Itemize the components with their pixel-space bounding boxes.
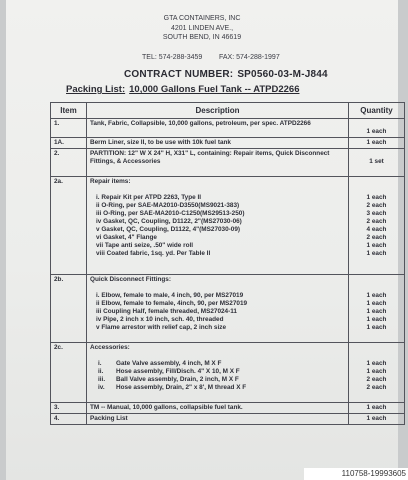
list-item: vii Tape anti seize, .50" wide roll	[96, 242, 194, 249]
table-row	[51, 177, 405, 275]
item-number: 1A.	[51, 138, 87, 149]
qty-value: 2 each	[366, 234, 387, 241]
header-item: Item	[51, 103, 87, 119]
packing-list-table	[50, 102, 405, 425]
table-row	[51, 414, 405, 425]
item-number: 2c.	[51, 343, 87, 403]
qty-value: 1 each	[366, 360, 387, 367]
packing-list-title	[66, 84, 299, 95]
header-description: Description	[87, 103, 349, 119]
qty-value: 3 each	[366, 210, 387, 217]
list-item: iii Coupling Half, female threaded, MS27024-11	[96, 308, 237, 315]
qty-value: 1 each	[366, 324, 387, 331]
item-number: 2a.	[51, 177, 87, 275]
item-number: 2.	[51, 149, 87, 177]
item-number: 2b.	[51, 275, 87, 343]
item-description: TM -- Manual, 10,000 gallons, collapsible fuel tank.	[87, 403, 349, 414]
item-quantity	[349, 119, 405, 138]
item-description	[87, 275, 349, 343]
list-item	[90, 360, 345, 368]
qty-value: 1 each	[366, 250, 387, 257]
section-title: Repair items:	[90, 178, 131, 185]
qty-value: 2 each	[366, 202, 387, 209]
qty-value: 2 each	[366, 218, 387, 225]
company-city: SOUTH BEND, IN 46619	[162, 34, 242, 41]
list-item: vi Gasket, 4" Flange	[96, 234, 157, 241]
list-item-number: iii.	[98, 376, 106, 383]
item-number: 1.	[51, 119, 87, 138]
item-quantity	[349, 177, 405, 275]
item-quantity: 1 each	[349, 414, 405, 425]
qty-value: 1 each	[366, 316, 387, 323]
watermark: 110758-19993605	[304, 468, 408, 480]
list-item: ii O-Ring, per SAE-MA2010-D3550(MS9021-383)	[96, 202, 240, 209]
item-description	[87, 177, 349, 275]
list-item-text: Ball Valve assembly, Drain, 2 inch, M X F	[116, 376, 239, 383]
item-quantity: 1 each	[349, 403, 405, 414]
qty-value: 1 each	[366, 194, 387, 201]
section-title: Accessories:	[90, 344, 130, 351]
header-quantity: Quantity	[349, 103, 405, 119]
company-address: 4201 LINDEN AVE.,	[170, 25, 234, 32]
item-number: 3.	[51, 403, 87, 414]
qty-value: 1 each	[366, 128, 387, 135]
list-item: v Gasket, QC, Coupling, D1122, 4"(MS27030-09)	[96, 226, 241, 233]
list-item-number: iv.	[98, 384, 105, 391]
qty-value: 1 each	[366, 300, 387, 307]
telephone: TEL: 574-288-3459	[142, 54, 203, 61]
item-description	[87, 343, 349, 403]
qty-value: 1 set	[369, 158, 384, 165]
contract-number-line	[124, 69, 328, 80]
qty-value: 1 each	[366, 242, 387, 249]
list-item: i. Elbow, female to male, 4 inch, 90, per MS27019	[96, 292, 244, 299]
list-item: iv Gasket, QC, Coupling, D1122, 2"(MS27030-06)	[96, 218, 242, 225]
item-quantity	[349, 275, 405, 343]
qty-value: 1 each	[366, 368, 387, 375]
item-description: PARTITION: 12" W X 24" H, X31" L, containing: Repair items, Quick Disconnect Fittings, & Accessories	[87, 149, 349, 177]
list-item-text: Hose assembly, Drain, 2" x 8', M thread X F	[116, 384, 247, 391]
list-item-number: ii.	[98, 368, 104, 375]
qty-value: 1 each	[366, 292, 387, 299]
table-row	[51, 403, 405, 414]
list-item-number: i.	[98, 360, 102, 367]
list-item: iv Pipe, 2 inch x 10 inch, sch. 40, threaded	[96, 316, 224, 323]
table-row	[51, 138, 405, 149]
qty-value: 1 each	[366, 308, 387, 315]
item-number: 4.	[51, 414, 87, 425]
table-row	[51, 343, 405, 403]
table-header-row	[51, 103, 405, 119]
item-description: Berm Liner, size II, to be use with 10k fuel tank	[87, 138, 349, 149]
qty-value: 2 each	[366, 384, 387, 391]
packing-title: 10,000 Gallons Fuel Tank -- ATPD2266	[129, 84, 300, 95]
table-row	[51, 119, 405, 138]
section-title: Quick Disconnect Fittings:	[90, 276, 171, 283]
item-quantity: 1 each	[349, 138, 405, 149]
item-description: Tank, Fabric, Collapsible, 10,000 gallons, petroleum, per spec. ATPD2266	[87, 119, 349, 138]
list-item	[90, 384, 345, 392]
list-item	[90, 376, 345, 384]
contract-number: SP0560-03-M-J844	[237, 69, 328, 80]
qty-value: 4 each	[366, 226, 387, 233]
list-item	[90, 368, 345, 376]
company-name: GTA CONTAINERS, INC	[163, 15, 241, 22]
table-row	[51, 275, 405, 343]
list-item: i. Repair Kit per ATPD 2263, Type II	[96, 194, 202, 201]
fax: FAX: 574-288-1997	[219, 54, 280, 61]
qty-value: 2 each	[366, 376, 387, 383]
list-item-text: Gate Valve assembly, 4 inch, M X F	[116, 360, 222, 367]
item-quantity	[349, 343, 405, 403]
packing-label: Packing List:	[66, 84, 126, 95]
list-item: iii O-Ring, per SAE-MA2010-C1250(MS29513-250)	[96, 210, 245, 217]
contract-label: CONTRACT NUMBER:	[124, 69, 234, 80]
list-item: viii Coated fabric, 1sq. yd. Per Table II	[96, 250, 211, 257]
list-item: v Flame arrestor with relief cap, 2 inch size	[96, 324, 226, 331]
item-quantity	[349, 149, 405, 177]
item-description: Packing List	[87, 414, 349, 425]
list-item: ii Elbow, female to female, 4inch, 90, per MS27019	[96, 300, 248, 307]
table-row	[51, 149, 405, 177]
list-item-text: Hose assembly, Fill/Disch. 4" X 10, M X F	[116, 368, 240, 375]
